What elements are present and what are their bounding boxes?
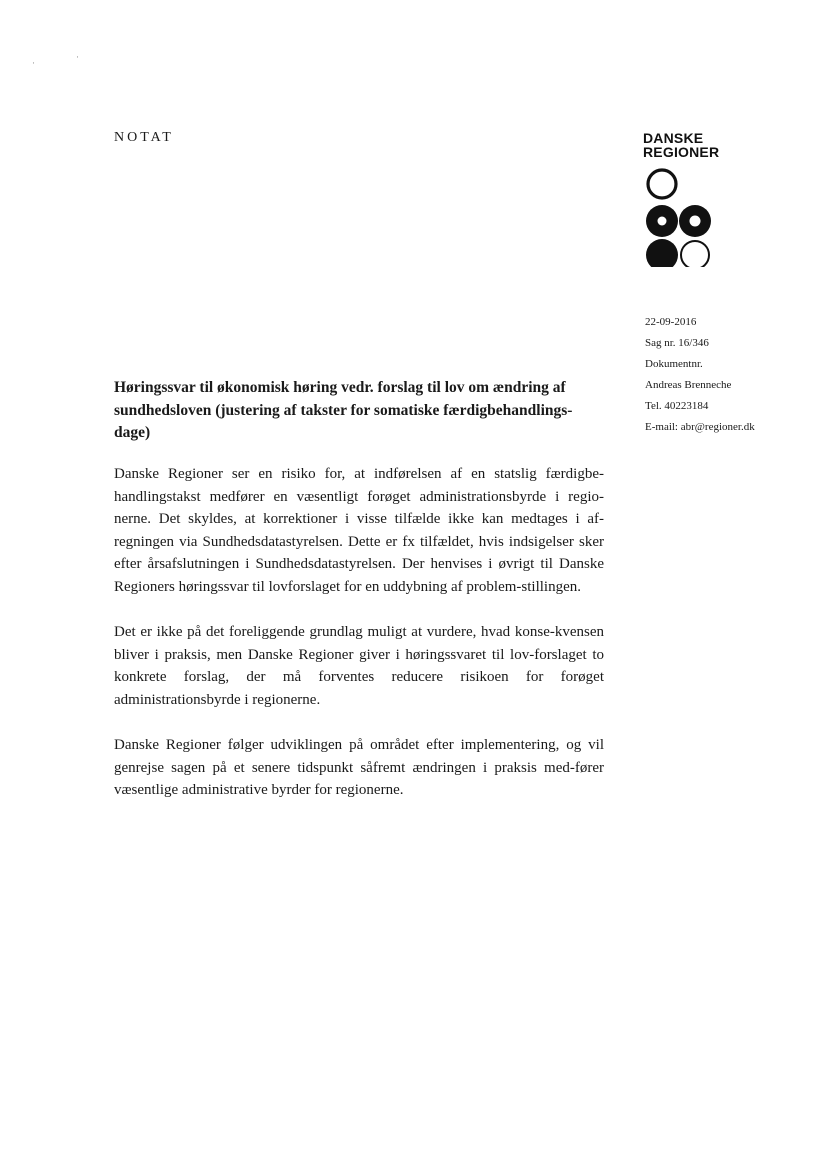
document-body [114, 463, 604, 825]
logo-text-line2: REGIONER [643, 144, 720, 160]
document-type-label: NOTAT [114, 130, 174, 145]
logo-text-line1: DANSKE [643, 130, 704, 146]
regions-circles-icon [643, 167, 719, 267]
document-number: Dokumentnr. [645, 358, 703, 370]
phone-number: Tel. 40223184 [645, 400, 709, 412]
document-title: Høringssvar til økonomisk høring vedr. forslag til lov om ændring af sundhedsloven (justering af takster for somatiske færdigbehandlings-dage) [114, 379, 573, 441]
date: 22-09-2016 [645, 316, 697, 328]
paragraph: Danske Regioner ser en risiko for, at indførelsen af en statslig færdigbe-handlingstakst medfører en væsentligt forøget administrationsbyrde i regio-nerne. Det skyldes, at korrektioner i visse tilfælde ikke kan medtages i af-regningen via Sundhedsdatastyrelsen. Dette er fx tilfældet, hvis indsigelser sker efter årsafslutningen i Sundhedsdatastyrelsen. Der henvises i øvrigt til Danske Regioners høringssvar til lovforslaget for en uddybning af problem-stillingen. [114, 466, 604, 595]
email-address: E-mail: abr@regioner.dk [645, 421, 755, 433]
paragraph: Det er ikke på det foreliggende grundlag muligt at vurdere, hvad konse-kvensen bliver i praksis, men Danske Regioner giver i høringssvaret til lov-forslaget to konkrete forslag, der må forventes reducere risikoen for forøget administrationsbyrde i regionerne. [114, 624, 604, 708]
author-name: Andreas Brenneche [645, 379, 732, 391]
case-number: Sag nr. 16/346 [645, 337, 709, 349]
danske-regioner-logo [643, 131, 733, 267]
scan-speck: · [76, 52, 79, 62]
paragraph: Danske Regioner følger udviklingen på området efter implementering, og vil genrejse sagen på et senere tidspunkt såfremt ændringen i praksis med-fører væsentlige administrative byrder for regionerne. [114, 737, 604, 798]
sender-details [645, 312, 755, 438]
scan-speck: · [32, 58, 35, 68]
